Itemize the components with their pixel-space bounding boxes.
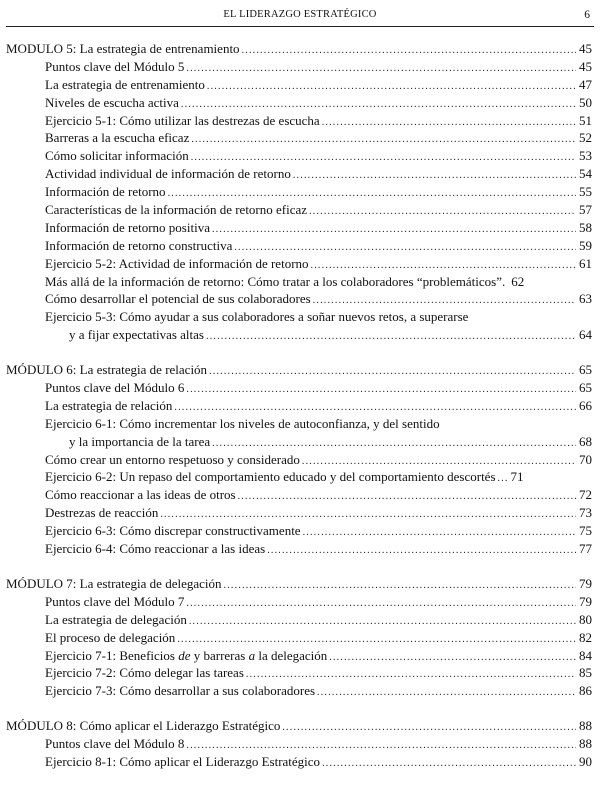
toc-page-number: 58 (579, 219, 592, 235)
toc-entry-text: La estrategia de relación (45, 397, 173, 413)
toc-page-number: 79 (579, 593, 592, 609)
header-page-number: 6 (584, 9, 590, 21)
dot-leader (209, 363, 576, 381)
toc-entry (6, 273, 592, 291)
toc-entry-text (45, 647, 327, 665)
toc-page-number: 88 (579, 736, 592, 752)
toc-entry-text: Cómo reaccionar a las ideas de otros (45, 487, 236, 503)
toc-entry (6, 611, 592, 629)
dot-leader (186, 60, 576, 78)
toc-entry-continuation (6, 326, 592, 344)
toc-entry (6, 664, 592, 682)
toc-page-number: 73 (579, 505, 592, 521)
toc-entry-text: Puntos clave del Módulo 6 (45, 380, 185, 396)
toc-page-number: 82 (579, 629, 592, 645)
dot-leader (267, 542, 576, 560)
toc-entry-text: Ejercicio 5-2: Actividad de información de retorno (45, 255, 309, 271)
toc-entry (6, 147, 592, 165)
toc-entry-text: El proceso de delegación (45, 629, 176, 645)
toc-entry-text: Características de la información de retorno eficaz (45, 202, 308, 218)
toc-page-number: 53 (579, 148, 592, 164)
toc-page-number: 88 (579, 718, 592, 734)
toc-module-8 (6, 717, 592, 771)
toc-entry (6, 682, 592, 700)
dot-leader (282, 719, 576, 737)
toc-entry-text: Puntos clave del Módulo 8 (45, 736, 185, 752)
dot-leader (242, 42, 576, 60)
toc-entry (6, 486, 592, 504)
dot-leader (224, 577, 576, 595)
toc-entry-text: Ejercicio 6-4: Cómo reaccionar a las ideas (45, 541, 266, 557)
toc-module-title: MÓDULO 7: La estrategia de delegación (6, 575, 222, 591)
toc-entry (6, 540, 592, 558)
toc-page-number: 79 (579, 575, 592, 591)
dot-leader (186, 381, 576, 399)
toc-page-number: 57 (579, 202, 592, 218)
toc-page-number: 65 (579, 380, 592, 396)
toc-page-number: 70 (579, 451, 592, 467)
toc-page-number: 65 (579, 362, 592, 378)
toc-entry (6, 58, 592, 76)
toc-page-number: 54 (579, 166, 592, 182)
toc-entry-text: y a fijar expectativas altas (69, 327, 204, 343)
toc-page-number: 52 (579, 130, 592, 146)
toc-entry (6, 290, 592, 308)
toc-entry-emphasis: de (178, 647, 191, 663)
toc-entry-text: Información de retorno positiva (45, 219, 210, 235)
toc-module-heading (6, 361, 592, 379)
dot-leader (293, 167, 576, 185)
toc-entry-text: Información de retorno (45, 184, 166, 200)
dot-leader (498, 470, 508, 488)
toc-entry-text-part: y barreras (190, 647, 249, 663)
toc-entry-text: Ejercicio 6-1: Cómo incrementar los niveles de autoconfianza, y del sentido (45, 415, 440, 431)
toc-entry-text: Ejercicio 7-2: Cómo delegar las tareas (45, 665, 244, 681)
toc-page-number: 86 (579, 683, 592, 699)
toc-entry-text: Ejercicio 5-1: Cómo utilizar las destrezas de escucha (45, 112, 320, 128)
toc-page-number: 63 (579, 291, 592, 307)
running-header (6, 9, 594, 27)
toc-entry-text: Destrezas de reacción (45, 505, 159, 521)
toc-entry-text: Ejercicio 6-2: Un repaso del comportamiento educado y del comportamiento descortés (45, 469, 496, 485)
toc-entry-text-part: la delegación (255, 647, 328, 663)
toc-page-number: 62 (511, 273, 525, 289)
toc-entry (6, 451, 592, 469)
toc-entry (6, 219, 592, 237)
toc-page-number: 47 (579, 76, 592, 92)
dot-leader (329, 649, 576, 667)
toc-entry (6, 112, 592, 130)
toc-entry-text: Información de retorno constructiva (45, 237, 233, 253)
dot-leader (186, 595, 576, 613)
dot-leader (206, 328, 576, 346)
dot-leader (322, 755, 576, 773)
toc-entry (6, 255, 592, 273)
toc-entry (6, 94, 592, 112)
dot-leader (303, 524, 576, 542)
toc-entry-text: y la importancia de la tarea (69, 433, 211, 449)
toc-page-number: 66 (579, 397, 592, 413)
dot-leader (207, 78, 576, 96)
toc-entry-continuation (6, 433, 592, 451)
toc-entry (6, 308, 592, 326)
toc-module-title: MÓDULO 8: Cómo aplicar el Liderazgo Estratégico (6, 718, 281, 734)
toc-entry-text: Cómo desarrollar el potencial de sus colaboradores (45, 291, 311, 307)
dot-leader (317, 684, 576, 702)
toc-entry-text: Ejercicio 7-3: Cómo desarrollar a sus colaboradores (45, 683, 316, 699)
toc-entry-text: Ejercicio 6-3: Cómo discrepar constructivamente (45, 523, 301, 539)
toc-page-number: 90 (579, 753, 592, 769)
table-of-contents (6, 40, 592, 788)
toc-page-number: 61 (579, 255, 592, 271)
toc-entry-text: Ejercicio 5-3: Cómo ayudar a sus colaboradores a soñar nuevos retos, a superarse (45, 309, 469, 325)
toc-page-number: 55 (579, 184, 592, 200)
toc-entry (6, 629, 592, 647)
toc-page-number: 45 (579, 58, 592, 74)
toc-entry (6, 129, 592, 147)
toc-module-5 (6, 40, 592, 344)
toc-entry (6, 522, 592, 540)
toc-entry (6, 165, 592, 183)
toc-entry-emphasis: a (248, 647, 256, 663)
toc-entry-text: Cómo crear un entorno respetuoso y considerado (45, 451, 300, 467)
toc-entry-text: Barreras a la escucha eficaz (45, 130, 190, 146)
toc-entry (6, 735, 592, 753)
toc-module-7 (6, 575, 592, 700)
toc-entry (6, 397, 592, 415)
dot-leader (189, 613, 576, 631)
toc-entry (6, 183, 592, 201)
toc-entry (6, 593, 592, 611)
dot-leader (322, 114, 576, 132)
toc-module-heading (6, 717, 592, 735)
dot-leader (238, 488, 576, 506)
toc-entry-text: Puntos clave del Módulo 7 (45, 593, 185, 609)
toc-page-number: 84 (579, 647, 592, 663)
toc-entry (6, 237, 592, 255)
toc-entry (6, 76, 592, 94)
toc-entry (6, 415, 592, 433)
toc-entry-text: Actividad individual de información de retorno (45, 166, 291, 182)
toc-entry-text: Cómo solicitar información (45, 148, 189, 164)
toc-entry-text: Ejercicio 8-1: Cómo aplicar el Liderazgo Estratégico (45, 753, 321, 769)
dot-leader (309, 203, 576, 221)
toc-page-number: 51 (579, 112, 592, 128)
toc-entry (6, 379, 592, 397)
toc-page-number: 71 (510, 469, 524, 485)
toc-page-number: 45 (579, 41, 592, 56)
toc-entry-text: La estrategia de entrenamiento (45, 76, 205, 92)
toc-page-number: 72 (579, 487, 592, 503)
toc-entry (6, 468, 592, 486)
toc-page-number: 68 (579, 433, 592, 449)
toc-module-heading (6, 575, 592, 593)
toc-page-number: 50 (579, 94, 592, 110)
header-title: EL LIDERAZGO ESTRATÉGICO (223, 9, 377, 20)
toc-page-number: 80 (579, 611, 592, 627)
toc-module-title: MODULO 5: La estrategia de entrenamiento (6, 41, 240, 56)
toc-entry-text: Puntos clave del Módulo 5 (45, 58, 185, 74)
toc-module-6 (6, 361, 592, 558)
toc-entry (6, 504, 592, 522)
toc-entry (6, 201, 592, 219)
toc-page-number: 64 (579, 327, 592, 343)
toc-entry-text: Niveles de escucha activa (45, 94, 179, 110)
toc-page-number: 77 (579, 541, 592, 557)
toc-module-heading (6, 40, 592, 58)
toc-page-number: 75 (579, 523, 592, 539)
dot-leader (191, 131, 576, 149)
toc-page-number: 85 (579, 665, 592, 681)
toc-module-title: MÓDULO 6: La estrategia de relación (6, 362, 208, 378)
toc-entry (6, 647, 592, 665)
toc-page-number: 59 (579, 237, 592, 253)
toc-entry-text: La estrategia de delegación (45, 611, 187, 627)
toc-entry-text: Más allá de la información de retorno: Cómo tratar a los colaboradores “problemáticos”. (45, 273, 506, 289)
toc-entry-text-part: Ejercicio 7-1: Beneficios (45, 647, 179, 663)
dot-leader (212, 221, 576, 239)
